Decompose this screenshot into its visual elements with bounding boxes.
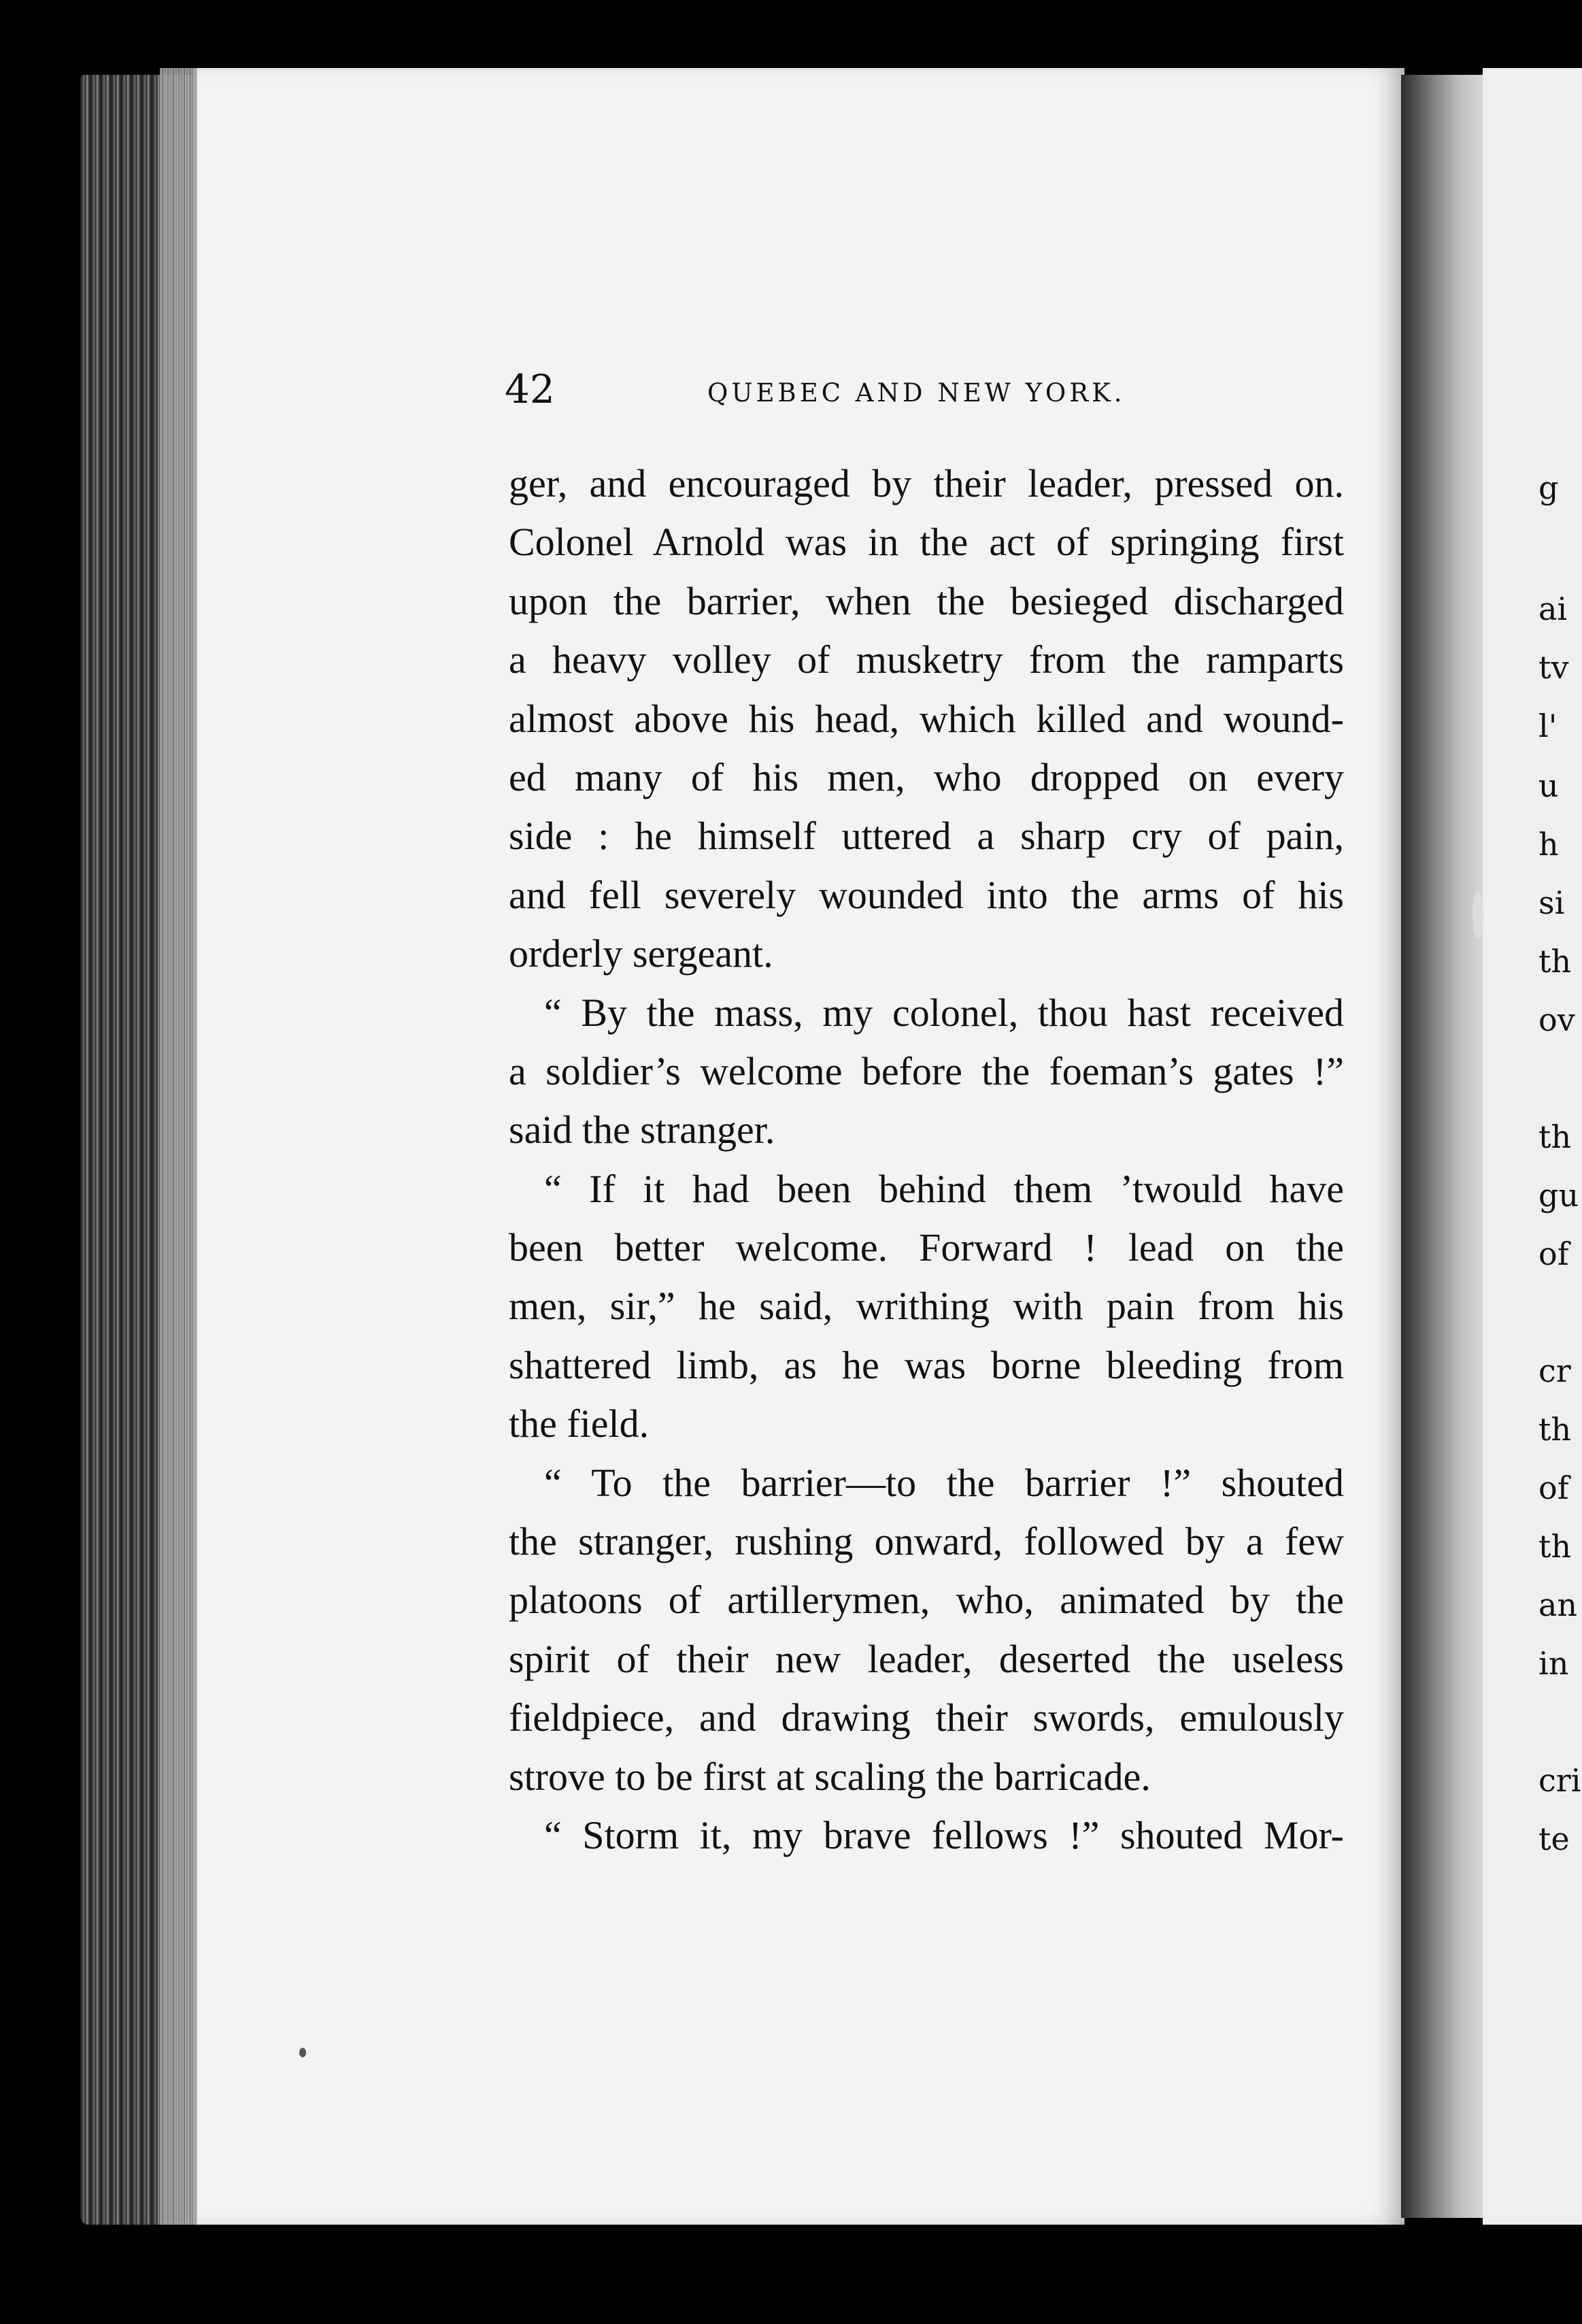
text-line: side : he himself uttered a sharp cry of pain, (509, 814, 1344, 859)
text-line: a soldier’s welcome before the foeman’s gates !” (509, 1048, 1344, 1093)
text-line: said the stranger. (509, 1108, 775, 1152)
text-line: Colonel Arnold was in the act of springing first (509, 520, 1344, 565)
running-head: QUEBEC AND NEW YORK. (707, 378, 1126, 408)
text-line: almost above his head, which killed and wound- (509, 696, 1344, 741)
facing-page-fragment: th (1538, 1118, 1572, 1155)
facing-page-fragment: cri (1538, 1762, 1581, 1799)
text-line: “ Storm it, my brave fellows !” shouted Mor- (544, 1812, 1344, 1857)
text-line: the field. (509, 1401, 650, 1446)
facing-page-fragment: ov (1538, 1001, 1575, 1038)
facing-page-fragment: u (1538, 767, 1559, 804)
paper-tear (1472, 891, 1483, 939)
text-line: upon the barrier, when the besieged discharged (509, 578, 1344, 623)
facing-page-fragment: in (1538, 1645, 1569, 1682)
page-stack-highlight (160, 68, 197, 2225)
book-gutter (1401, 75, 1483, 2218)
text-line: men, sir,” he said, writhing with pain from his (509, 1284, 1344, 1329)
facing-page-fragment: ai (1538, 591, 1568, 627)
facing-page-fragment: l' (1538, 708, 1558, 744)
facing-page-fragment: si (1538, 884, 1565, 921)
text-line: a heavy volley of musketry from the ramparts (509, 637, 1344, 682)
facing-page-fragment: th (1538, 1528, 1572, 1565)
text-line: orderly sergeant. (509, 931, 773, 976)
body-text (509, 454, 1344, 1865)
text-line: strove to be first at scaling the barricade. (509, 1754, 1151, 1799)
facing-page-fragment: th (1538, 943, 1572, 980)
text-line: shattered limb, as he was borne bleeding from (509, 1342, 1344, 1387)
text-line: ed many of his men, who dropped on every (509, 754, 1344, 799)
paper-speck (299, 2048, 306, 2057)
text-line: ger, and encouraged by their leader, pressed on. (509, 461, 1344, 505)
facing-page-fragment: th (1538, 1411, 1572, 1448)
text-line: fieldpiece, and drawing their swords, emulously (509, 1695, 1344, 1740)
text-line: spirit of their new leader, deserted the useless (509, 1636, 1344, 1681)
facing-page-fragment: tv (1538, 649, 1569, 686)
facing-page-fragment: an (1538, 1587, 1578, 1623)
text-line: and fell severely wounded into the arms of his (509, 872, 1344, 917)
facing-page-fragment: of (1538, 1470, 1569, 1506)
page-number: 42 (505, 366, 555, 412)
facing-page-fragment: h (1538, 826, 1559, 863)
text-line: “ To the barrier—to the barrier !” shouted (544, 1460, 1344, 1505)
facing-page-fragment: of (1538, 1235, 1569, 1272)
text-line: the stranger, rushing onward, followed by a few (509, 1519, 1344, 1564)
text-line: platoons of artillerymen, who, animated by the (509, 1578, 1344, 1623)
text-line: “ If it had been behind them ’twould have (544, 1166, 1344, 1211)
facing-page-fragment: gu (1538, 1177, 1579, 1214)
facing-page-fragment: te (1538, 1821, 1570, 1857)
facing-page-fragment: cr (1538, 1352, 1571, 1389)
text-line: “ By the mass, my colonel, thou hast received (544, 990, 1344, 1035)
facing-page-fragment: g (1538, 469, 1559, 506)
text-line: been better welcome. Forward ! lead on the (509, 1225, 1344, 1270)
